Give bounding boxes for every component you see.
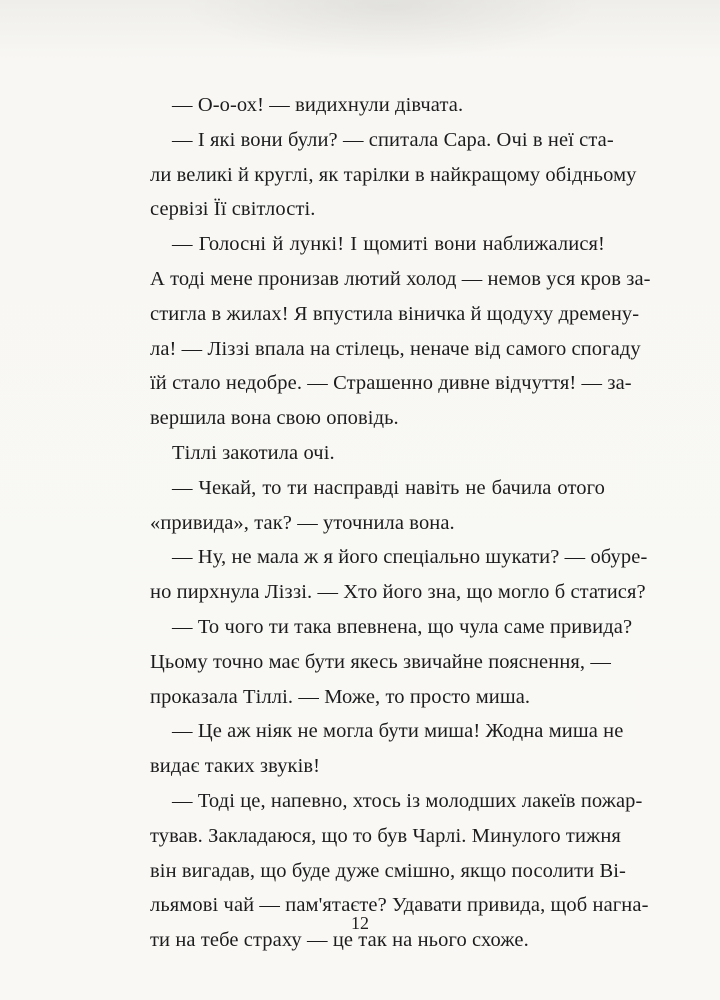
text-line: — Тоді це, напевно, хтось із молодших лакеїв пожар- [172, 789, 643, 812]
text-line: льямові чай — пам'ятаєте? Удавати привида, щоб нагна- [150, 894, 649, 917]
text-line: тував. Закладаюся, що то був Чарлі. Минулого тижня [150, 824, 621, 847]
text-line: сервізі Її світлості. [150, 198, 316, 221]
text-line: — То чого ти така впевнена, що чула саме привида? [172, 615, 633, 638]
page-number: 12 [351, 913, 369, 933]
text-line: — І які вони були? — спитала Сара. Очі в неї ста- [172, 128, 614, 151]
text-line: — Голосні й лункі! І щомиті вони наближалися! [172, 233, 605, 256]
text-line: Цьому точно має бути якесь звичайне пояснення, — [150, 650, 611, 673]
text-line: — Це аж ніяк не могла бути миша! Жодна миша не [172, 720, 624, 743]
text-line: він вигадав, що буде дуже смішно, якщо посолити Ві- [150, 859, 626, 882]
page-shadow [180, 0, 600, 60]
text-line: ли великі й круглі, як тарілки в найкращому обідньому [150, 163, 637, 186]
text-line: проказала Тіллі. — Може, то просто миша. [150, 685, 531, 708]
page-body-text [150, 88, 651, 958]
text-line: ла! — Ліззі впала на стілець, неначе від самого спогаду [150, 337, 641, 360]
text-line: вершила вона свою оповідь. [150, 407, 399, 430]
text-line: — Чекай, то ти насправді навіть не бачила отого [172, 476, 605, 499]
text-line: їй стало недобре. — Страшенно дивне відчуття! — за- [150, 372, 632, 395]
text-line: стигла в жилах! Я впустила віничка й щодуху дремену- [150, 302, 640, 325]
text-line: Тіллі закотила очі. [172, 441, 335, 464]
text-line: но пирхнула Ліззі. — Хто його зна, що могло б статися? [150, 581, 646, 604]
text-line: А тоді мене пронизав лютий холод — немов уся кров за- [150, 267, 651, 290]
text-line: ти на тебе страху — це так на нього схоже. [150, 929, 529, 952]
text-line: видає таких звуків! [150, 755, 321, 778]
text-line: — О-о-ох! — видихнули дівчата. [172, 94, 464, 116]
text-line: — Ну, не мала ж я його спеціально шукати? — обурe- [172, 546, 648, 569]
text-line: «привида», так? — уточнила вона. [150, 511, 455, 534]
